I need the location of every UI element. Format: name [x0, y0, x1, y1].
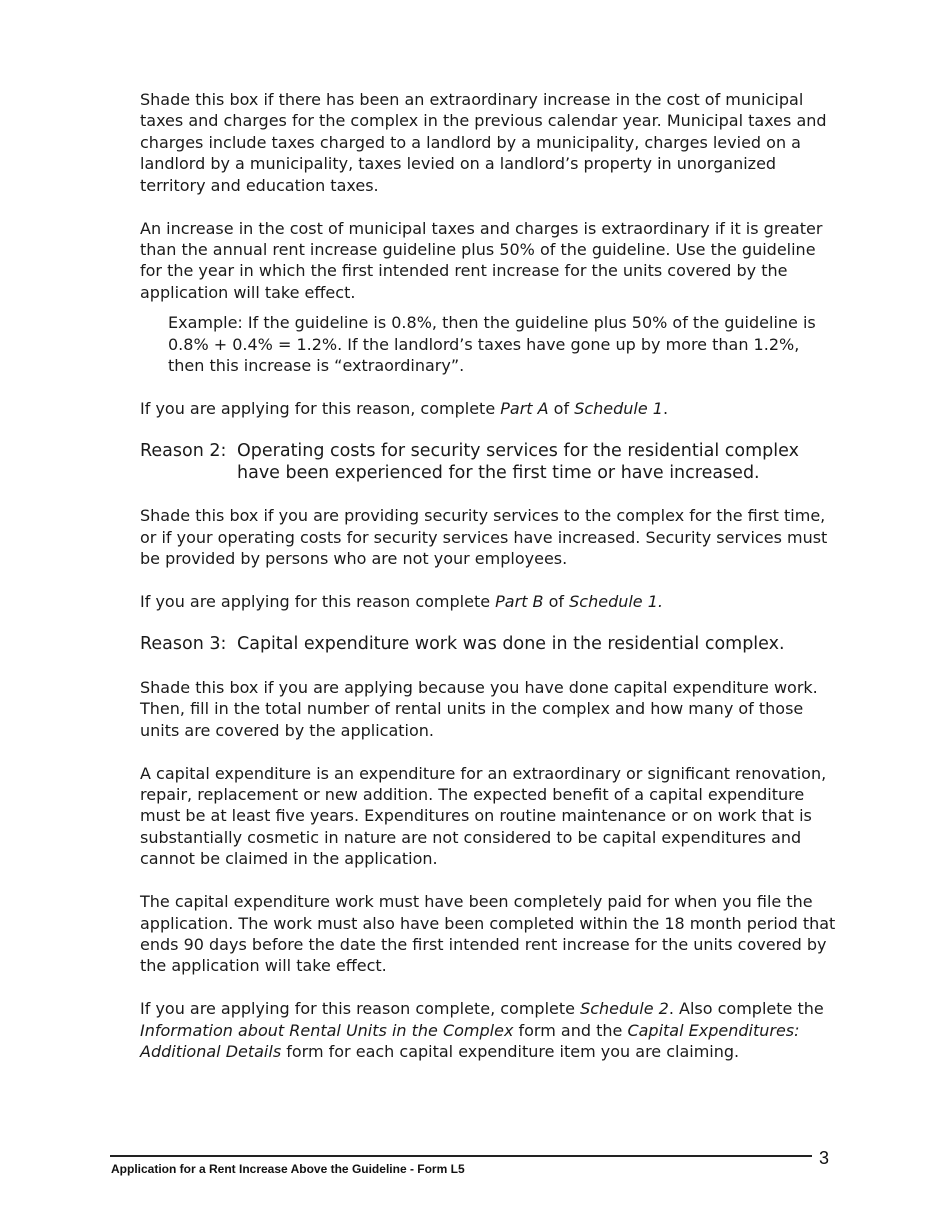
footer-divider: [110, 1155, 812, 1157]
municipal-taxes-description: Shade this box if there has been an extraordinary increase in the cost of municipal taxes and charges for the complex in the previous calendar year. Municipal taxes and charges include taxes charged to a landlord by a municipality, charges levied on a landlord by a municipality, taxes levied on a landlord’s property in unorganized territory and education taxes.: [140, 90, 827, 195]
reason3-instruction-prefix: If you are applying for this reason complete, complete: [140, 999, 581, 1019]
reason3-instruction-mid1: . Also complete the: [668, 999, 824, 1019]
reason2-title: Operating costs for security services for the residential complex have been experienced for the first time or have increased.: [237, 441, 799, 483]
reason2-heading: [140, 441, 840, 484]
guideline-example: Example: If the guideline is 0.8%, then the guideline plus 50% of the guideline is 0.8% + 0.4% = 1.2%. If the landlord’s taxes have gone up by more than 1.2%, then this increase is “extraordinary”.: [168, 313, 816, 375]
reason3-instruction-suffix: form for each capital expenditure item you are claiming.: [281, 1042, 740, 1062]
capital-expenditure-definition: A capital expenditure is an expenditure for an extraordinary or significant renovation, repair, replacement or new addition. The expected benefit of a capital expenditure must be at least five years. Expenditures on routine maintenance or on work that is substantially cosmetic in nature are not considered to be capital expenditures and cannot be claimed in the application.: [140, 763, 827, 869]
reason3-schedule-reference: Schedule 2: [580, 999, 669, 1019]
rental-units-form-reference: Information about Rental Units in the Complex: [140, 1020, 514, 1040]
security-services-description: Shade this box if you are providing security services to the complex for the first time, or if your operating costs for security services have increased. Security services must be provided by persons who are not your employees.: [140, 506, 828, 569]
reason1-schedule-reference: Schedule 1: [574, 398, 663, 418]
reason3-heading: [140, 634, 840, 656]
reason3-label: Reason 3:: [140, 634, 227, 655]
page-number: 3: [819, 1148, 830, 1168]
reason2-schedule-reference: Schedule 1.: [569, 592, 663, 611]
capital-expenditure-payment-rules: The capital expenditure work must have been completely paid for when you file the application. The work must also have been completed within the 18 month period that ends 90 days before the date the first intended rent increase for the units covered by the application will take effect.: [140, 892, 836, 976]
reason1-instruction-prefix: If you are applying for this reason, complete: [140, 398, 501, 418]
page-content: [140, 89, 840, 1063]
reason3-title: Capital expenditure work was done in the residential complex.: [237, 634, 785, 655]
reason3-instruction: [140, 998, 840, 1062]
capital-expenditure-instructions: Shade this box if you are applying because you have done capital expenditure work. Then, fill in the total number of rental units in the complex and how many of those units are covered by the application.: [140, 677, 818, 740]
reason1-instruction-suffix: .: [662, 398, 669, 418]
reason1-instruction: [140, 398, 840, 419]
footer-form-title: Application for a Rent Increase Above the Guideline - Form L5: [111, 1162, 465, 1176]
reason1-instruction-of: of: [548, 398, 575, 418]
reason2-instruction-of: of: [543, 592, 570, 611]
reason3-instruction-mid2: form and the: [513, 1020, 628, 1040]
reason2-part-reference: Part B: [495, 592, 544, 611]
reason1-part-reference: Part A: [500, 398, 549, 418]
reason2-instruction-prefix: If you are applying for this reason complete: [140, 592, 496, 611]
reason2-label: Reason 2:: [140, 441, 227, 462]
reason2-instruction: [140, 591, 840, 612]
capital-expenditures-form-reference: Capital Expenditures: Additional Details: [140, 1020, 800, 1062]
extraordinary-increase-definition: An increase in the cost of municipal taxes and charges is extraordinary if it is greater than the annual rent increase guideline plus 50% of the guideline. Use the guideline for the year in which the first intended rent increase for the units covered by the application will take effect.: [140, 218, 823, 302]
